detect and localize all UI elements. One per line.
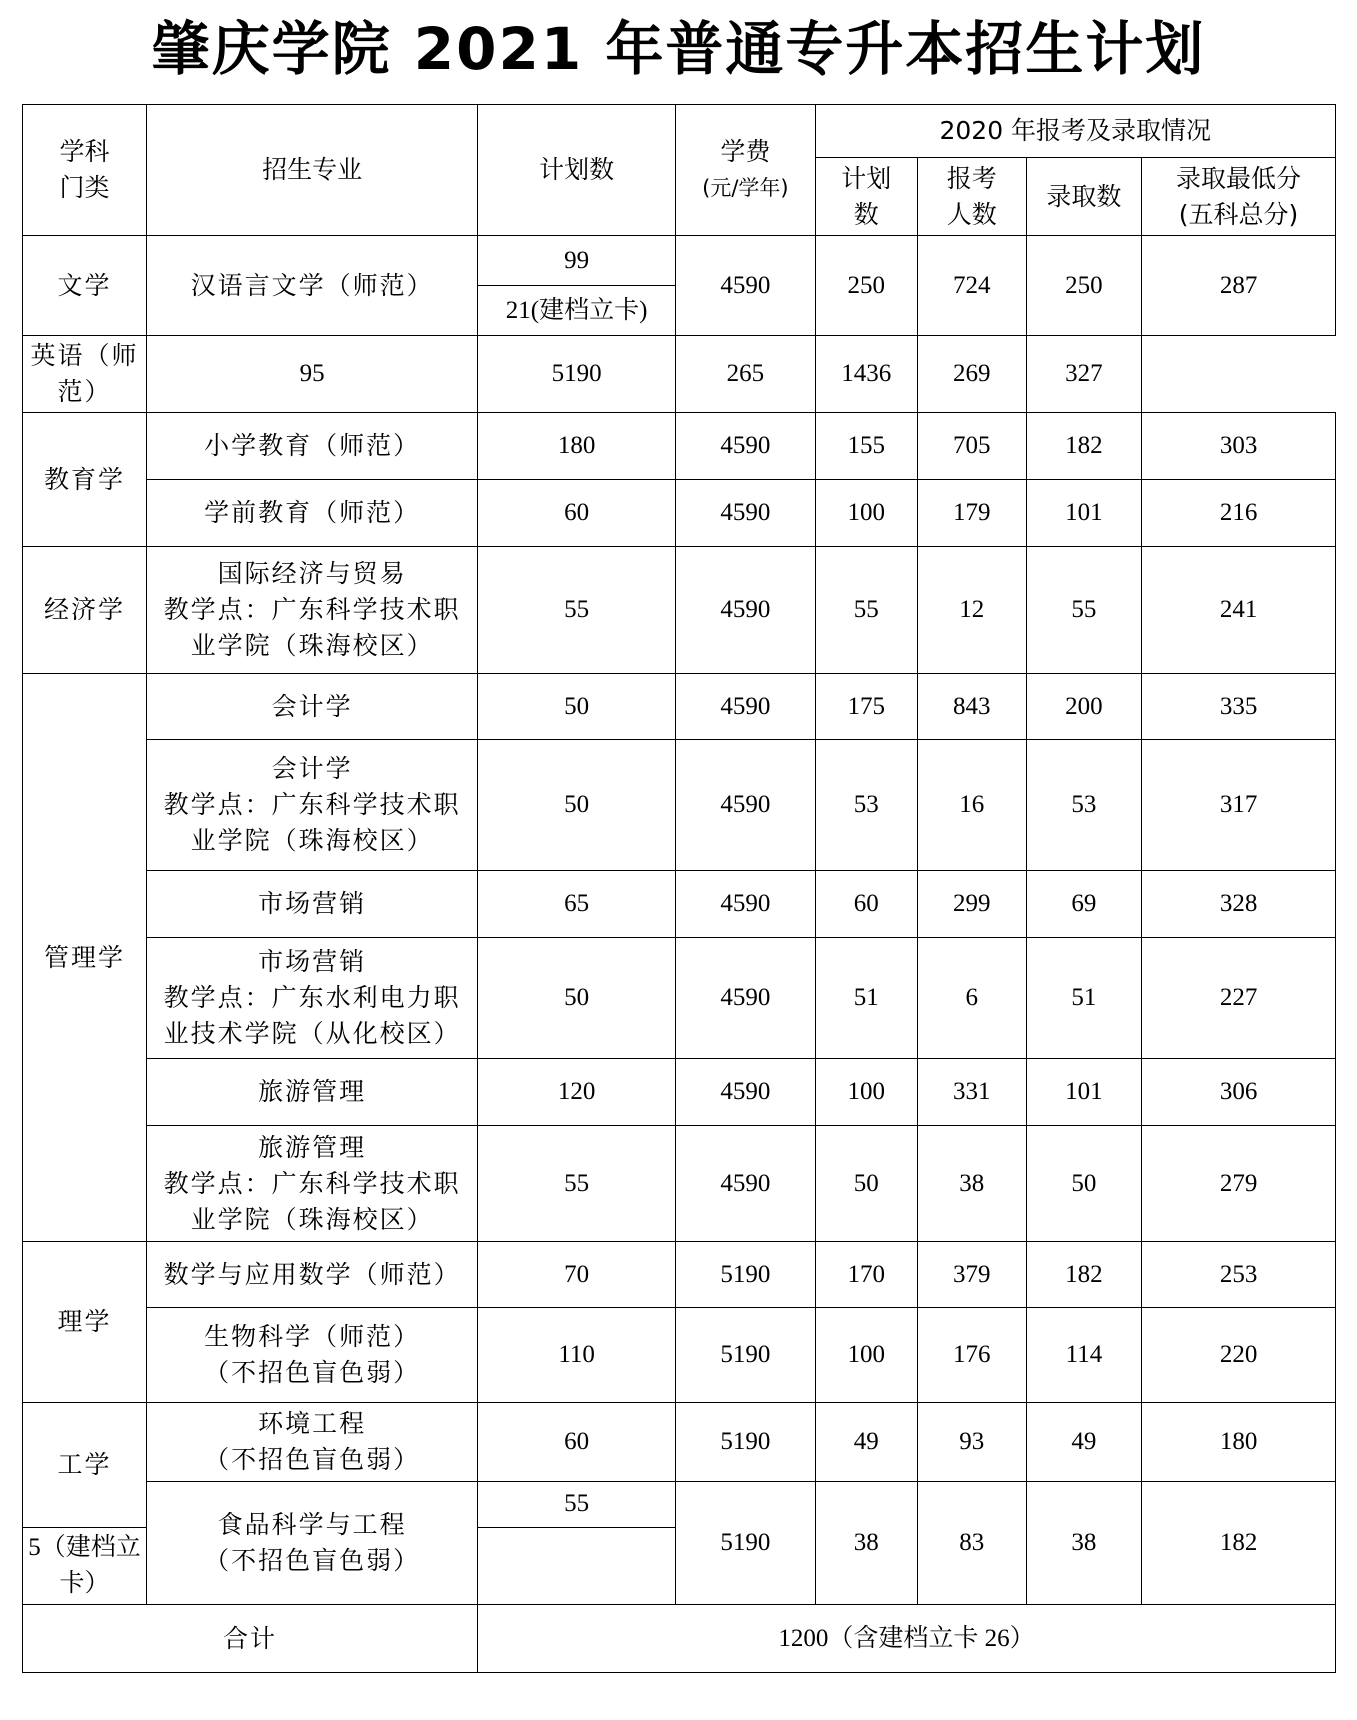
applicants-cell: 16 <box>917 739 1026 870</box>
category-cell: 管理学 <box>23 674 147 1242</box>
major-cell: 英语（师范） <box>23 336 147 413</box>
min-score-cell: 279 <box>1142 1125 1336 1242</box>
fee-cell: 5190 <box>478 336 676 413</box>
table-row <box>23 1125 1336 1242</box>
total-label: 合计 <box>23 1605 478 1673</box>
table-row <box>23 739 1336 870</box>
admitted-cell: 182 <box>1026 413 1141 480</box>
admitted-cell: 101 <box>1026 1059 1141 1126</box>
applicants-cell: 299 <box>917 871 1026 938</box>
page-title: 肇庆学院 2021 年普通专升本招生计划 <box>151 15 1206 83</box>
admitted-cell: 51 <box>1026 938 1141 1059</box>
fee-cell: 4590 <box>676 236 815 336</box>
major-cell: 学前教育（师范） <box>147 480 478 547</box>
major-cell: 小学教育（师范） <box>147 413 478 480</box>
header-prev-admitted: 录取数 <box>1026 158 1141 236</box>
min-score-cell: 253 <box>1142 1242 1336 1308</box>
min-score-cell: 227 <box>1142 938 1336 1059</box>
plan-cell: 55 <box>478 1125 676 1242</box>
min-score-cell: 287 <box>1142 236 1336 336</box>
applicants-cell: 705 <box>917 413 1026 480</box>
min-score-cell: 182 <box>1142 1482 1336 1605</box>
admitted-cell: 200 <box>1026 674 1141 740</box>
table-row <box>23 336 1336 413</box>
plan-cell: 180 <box>478 413 676 480</box>
min-score-cell: 180 <box>1142 1402 1336 1482</box>
major-cell: 市场营销 <box>147 871 478 938</box>
applicants-cell: 176 <box>917 1308 1026 1402</box>
table-row <box>23 871 1336 938</box>
min-score-cell: 241 <box>1142 547 1336 674</box>
header-prev-group: 2020 年报考及录取情况 <box>815 105 1335 158</box>
min-score-cell: 335 <box>1142 674 1336 740</box>
plan-cell: 99 <box>478 236 676 286</box>
applicants-cell: 379 <box>917 1242 1026 1308</box>
fee-cell: 4590 <box>676 547 815 674</box>
major-cell: 旅游管理 <box>147 1059 478 1126</box>
admitted-cell: 114 <box>1026 1308 1141 1402</box>
admitted-cell: 69 <box>1026 871 1141 938</box>
plan-cell: 70 <box>478 1242 676 1308</box>
plan-cell: 55 <box>478 547 676 674</box>
min-score-cell: 220 <box>1142 1308 1336 1402</box>
header-row-1 <box>23 105 1336 158</box>
table-row <box>23 938 1336 1059</box>
admitted-cell: 269 <box>917 336 1026 413</box>
prev-plan-cell: 265 <box>676 336 815 413</box>
plan-cell: 65 <box>478 871 676 938</box>
plan-extra-cell: 21(建档立卡) <box>478 286 676 336</box>
major-cell: 汉语言文学（师范） <box>147 236 478 336</box>
min-score-cell: 328 <box>1142 871 1336 938</box>
min-score-cell: 327 <box>1026 336 1141 413</box>
min-score-cell: 303 <box>1142 413 1336 480</box>
prev-plan-cell: 100 <box>815 1059 917 1126</box>
category-cell: 文学 <box>23 236 147 336</box>
table-row <box>23 480 1336 547</box>
prev-plan-cell: 55 <box>815 547 917 674</box>
major-cell: 会计学 <box>147 674 478 740</box>
category-cell: 教育学 <box>23 413 147 547</box>
admitted-cell: 50 <box>1026 1125 1141 1242</box>
major-cell: 数学与应用数学（师范） <box>147 1242 478 1308</box>
table-row <box>23 674 1336 740</box>
prev-plan-cell: 100 <box>815 1308 917 1402</box>
plan-extra-cell: 5（建档立卡） <box>23 1527 147 1604</box>
admitted-cell: 49 <box>1026 1402 1141 1482</box>
plan-cell: 60 <box>478 1402 676 1482</box>
header-major: 招生专业 <box>147 105 478 236</box>
table-row <box>23 236 1336 286</box>
category-cell: 理学 <box>23 1242 147 1402</box>
fee-cell: 4590 <box>676 674 815 740</box>
total-value: 1200（含建档立卡 26） <box>478 1605 1336 1673</box>
category-cell: 经济学 <box>23 547 147 674</box>
major-cell: 旅游管理 教学点：广东科学技术职 业学院（珠海校区） <box>147 1125 478 1242</box>
prev-plan-cell: 250 <box>815 236 917 336</box>
major-cell: 市场营销 教学点：广东水利电力职 业技术学院（从化校区） <box>147 938 478 1059</box>
fee-cell: 5190 <box>676 1308 815 1402</box>
table-row <box>23 413 1336 480</box>
enrollment-plan-table <box>22 104 1336 1673</box>
admitted-cell: 182 <box>1026 1242 1141 1308</box>
fee-cell: 4590 <box>676 871 815 938</box>
plan-cell: 110 <box>478 1308 676 1402</box>
prev-plan-cell: 38 <box>815 1482 917 1605</box>
header-prev-plan: 计划 数 <box>815 158 917 236</box>
applicants-cell: 843 <box>917 674 1026 740</box>
table-row <box>23 1308 1336 1402</box>
min-score-cell: 306 <box>1142 1059 1336 1126</box>
fee-cell: 4590 <box>676 1125 815 1242</box>
fee-cell: 5190 <box>676 1242 815 1308</box>
prev-plan-cell: 50 <box>815 1125 917 1242</box>
table-row <box>23 547 1336 674</box>
plan-cell: 50 <box>478 674 676 740</box>
fee-cell: 4590 <box>676 1059 815 1126</box>
applicants-cell: 12 <box>917 547 1026 674</box>
header-category: 学科 门类 <box>23 105 147 236</box>
major-cell: 国际经济与贸易 教学点：广东科学技术职 业学院（珠海校区） <box>147 547 478 674</box>
prev-plan-cell: 60 <box>815 871 917 938</box>
header-plan: 计划数 <box>478 105 676 236</box>
table-row <box>23 1059 1336 1126</box>
admitted-cell: 101 <box>1026 480 1141 547</box>
admitted-cell: 38 <box>1026 1482 1141 1605</box>
fee-cell: 4590 <box>676 739 815 870</box>
plan-cell: 55 <box>478 1482 676 1528</box>
min-score-cell: 317 <box>1142 739 1336 870</box>
applicants-cell: 331 <box>917 1059 1026 1126</box>
applicants-cell: 1436 <box>815 336 917 413</box>
fee-cell: 5190 <box>676 1402 815 1482</box>
applicants-cell: 179 <box>917 480 1026 547</box>
admitted-cell: 250 <box>1026 236 1141 336</box>
admitted-cell: 53 <box>1026 739 1141 870</box>
total-row <box>23 1605 1336 1673</box>
major-cell: 环境工程 （不招色盲色弱） <box>147 1402 478 1482</box>
prev-plan-cell: 49 <box>815 1402 917 1482</box>
category-cell: 工学 <box>23 1402 147 1527</box>
plan-cell: 50 <box>478 739 676 870</box>
major-cell: 生物科学（师范） （不招色盲色弱） <box>147 1308 478 1402</box>
applicants-cell: 83 <box>917 1482 1026 1605</box>
fee-cell: 5190 <box>676 1482 815 1605</box>
prev-plan-cell: 51 <box>815 938 917 1059</box>
applicants-cell: 6 <box>917 938 1026 1059</box>
applicants-cell: 724 <box>917 236 1026 336</box>
plan-cell: 95 <box>147 336 478 413</box>
fee-cell: 4590 <box>676 480 815 547</box>
admitted-cell: 55 <box>1026 547 1141 674</box>
prev-plan-cell: 53 <box>815 739 917 870</box>
header-prev-min-score: 录取最低分 (五科总分) <box>1142 158 1336 236</box>
fee-cell: 4590 <box>676 413 815 480</box>
header-fee: 学费 (元/学年) <box>676 105 815 236</box>
applicants-cell: 38 <box>917 1125 1026 1242</box>
major-cell: 食品科学与工程 （不招色盲色弱） <box>147 1482 478 1605</box>
table-row <box>23 1402 1336 1482</box>
min-score-cell: 216 <box>1142 480 1336 547</box>
prev-plan-cell: 170 <box>815 1242 917 1308</box>
plan-cell: 50 <box>478 938 676 1059</box>
prev-plan-cell: 100 <box>815 480 917 547</box>
table-row <box>23 1482 1336 1528</box>
plan-cell: 60 <box>478 480 676 547</box>
major-cell: 会计学 教学点：广东科学技术职 业学院（珠海校区） <box>147 739 478 870</box>
table-row <box>23 1242 1336 1308</box>
applicants-cell: 93 <box>917 1402 1026 1482</box>
prev-plan-cell: 155 <box>815 413 917 480</box>
prev-plan-cell: 175 <box>815 674 917 740</box>
header-prev-applicants: 报考 人数 <box>917 158 1026 236</box>
fee-cell: 4590 <box>676 938 815 1059</box>
plan-cell: 120 <box>478 1059 676 1126</box>
